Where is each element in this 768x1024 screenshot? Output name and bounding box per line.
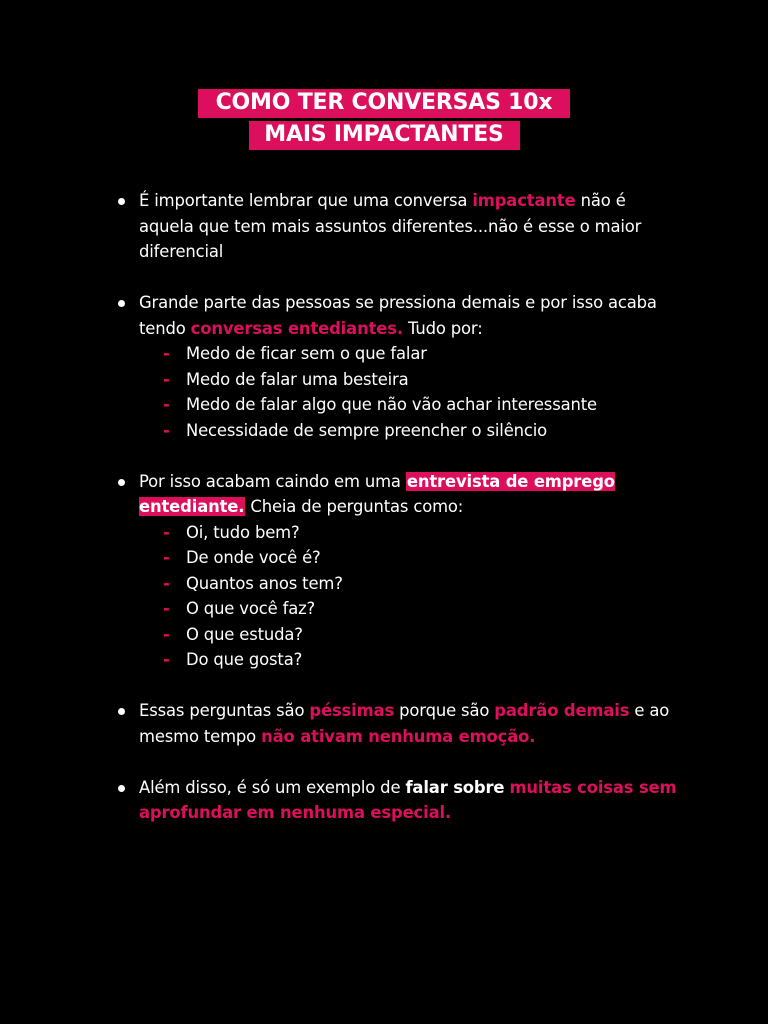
sub-list-item — [139, 418, 679, 444]
dash-marker-icon: - — [163, 548, 170, 567]
sub-item-text: Quantos anos tem? — [186, 573, 343, 593]
emphasis-text: não ativam nenhuma emoção. — [261, 726, 536, 746]
sub-item-text: O que estuda? — [186, 624, 303, 644]
emphasis-text: conversas entediantes. — [190, 318, 403, 338]
sub-list-item — [139, 367, 679, 393]
sub-item-text: Necessidade de sempre preencher o silêncio — [186, 420, 548, 440]
bullet-dot-icon — [118, 708, 125, 715]
sub-item-text: Medo de falar algo que não vão achar interessante — [186, 395, 597, 414]
sub-item-text: De onde você é? — [186, 548, 321, 567]
sub-item-text: Medo de ficar sem o que falar — [186, 344, 427, 363]
sub-list-item — [139, 596, 679, 622]
sub-list — [139, 520, 679, 673]
dash-marker-icon: - — [163, 650, 170, 669]
sub-list-item — [139, 647, 679, 673]
text-segment: Além disso, é só um exemplo de — [139, 777, 406, 797]
bullet-dot-icon — [118, 198, 125, 205]
bullet-point-1 — [139, 188, 679, 265]
text-segment: É importante lembrar que uma conversa — [139, 191, 473, 210]
emphasis-text: péssimas — [309, 701, 395, 720]
bullet-list — [0, 188, 768, 826]
bullet-dot-icon — [118, 479, 125, 486]
title-line-1: COMO TER CONVERSAS 10x — [198, 89, 570, 118]
sub-list-item — [139, 571, 679, 597]
bullet-point-2 — [139, 290, 679, 443]
title-line-2: MAIS IMPACTANTES — [249, 121, 520, 150]
emphasis-text: muitas coisas sem aprofundar em nenhuma especial. — [139, 777, 677, 822]
dash-marker-icon: - — [163, 573, 170, 593]
bullet-dot-icon — [118, 785, 125, 792]
sub-list — [139, 341, 679, 443]
text-segment: Grande parte das pessoas se pressiona demais e por isso acaba tendo — [139, 293, 657, 338]
dash-marker-icon: - — [163, 624, 170, 644]
text-segment: Cheia de perguntas como: — [245, 497, 464, 516]
sub-item-text: Oi, tudo bem? — [186, 522, 300, 542]
sub-list-item — [139, 341, 679, 367]
text-segment: não é aquela que tem mais assuntos diferentes...não é esse o maior diferencial — [139, 191, 642, 261]
sub-item-text: O que você faz? — [186, 599, 316, 618]
sub-list-item — [139, 520, 679, 546]
text-segment: Tudo por: — [402, 318, 483, 338]
dash-marker-icon: - — [163, 344, 170, 363]
dash-marker-icon: - — [163, 420, 170, 440]
bullet-point-3 — [139, 469, 679, 673]
dash-marker-icon: - — [163, 522, 170, 542]
text-segment: Por isso acabam caindo em uma — [139, 471, 406, 491]
text-segment: e ao mesmo tempo — [139, 701, 670, 746]
sub-item-text: Do que gosta? — [186, 650, 303, 669]
bold-text: falar sobre — [405, 777, 505, 797]
sub-list-item — [139, 392, 679, 418]
sub-list-item — [139, 545, 679, 571]
bullet-dot-icon — [118, 300, 125, 307]
text-segment: Essas perguntas são — [139, 701, 310, 720]
sub-item-text: Medo de falar uma besteira — [186, 369, 409, 389]
dash-marker-icon: - — [163, 395, 170, 414]
sub-list-item — [139, 622, 679, 648]
text-segment: porque são — [394, 701, 495, 720]
emphasis-text: padrão demais — [494, 701, 630, 720]
dash-marker-icon: - — [163, 369, 170, 389]
dash-marker-icon: - — [163, 599, 170, 618]
bullet-point-5 — [139, 775, 679, 826]
emphasis-text: impactante — [472, 191, 576, 210]
bullet-point-4 — [139, 698, 679, 749]
highlighted-text: entrevista de emprego entediante. — [139, 471, 615, 516]
title-block — [0, 89, 768, 150]
